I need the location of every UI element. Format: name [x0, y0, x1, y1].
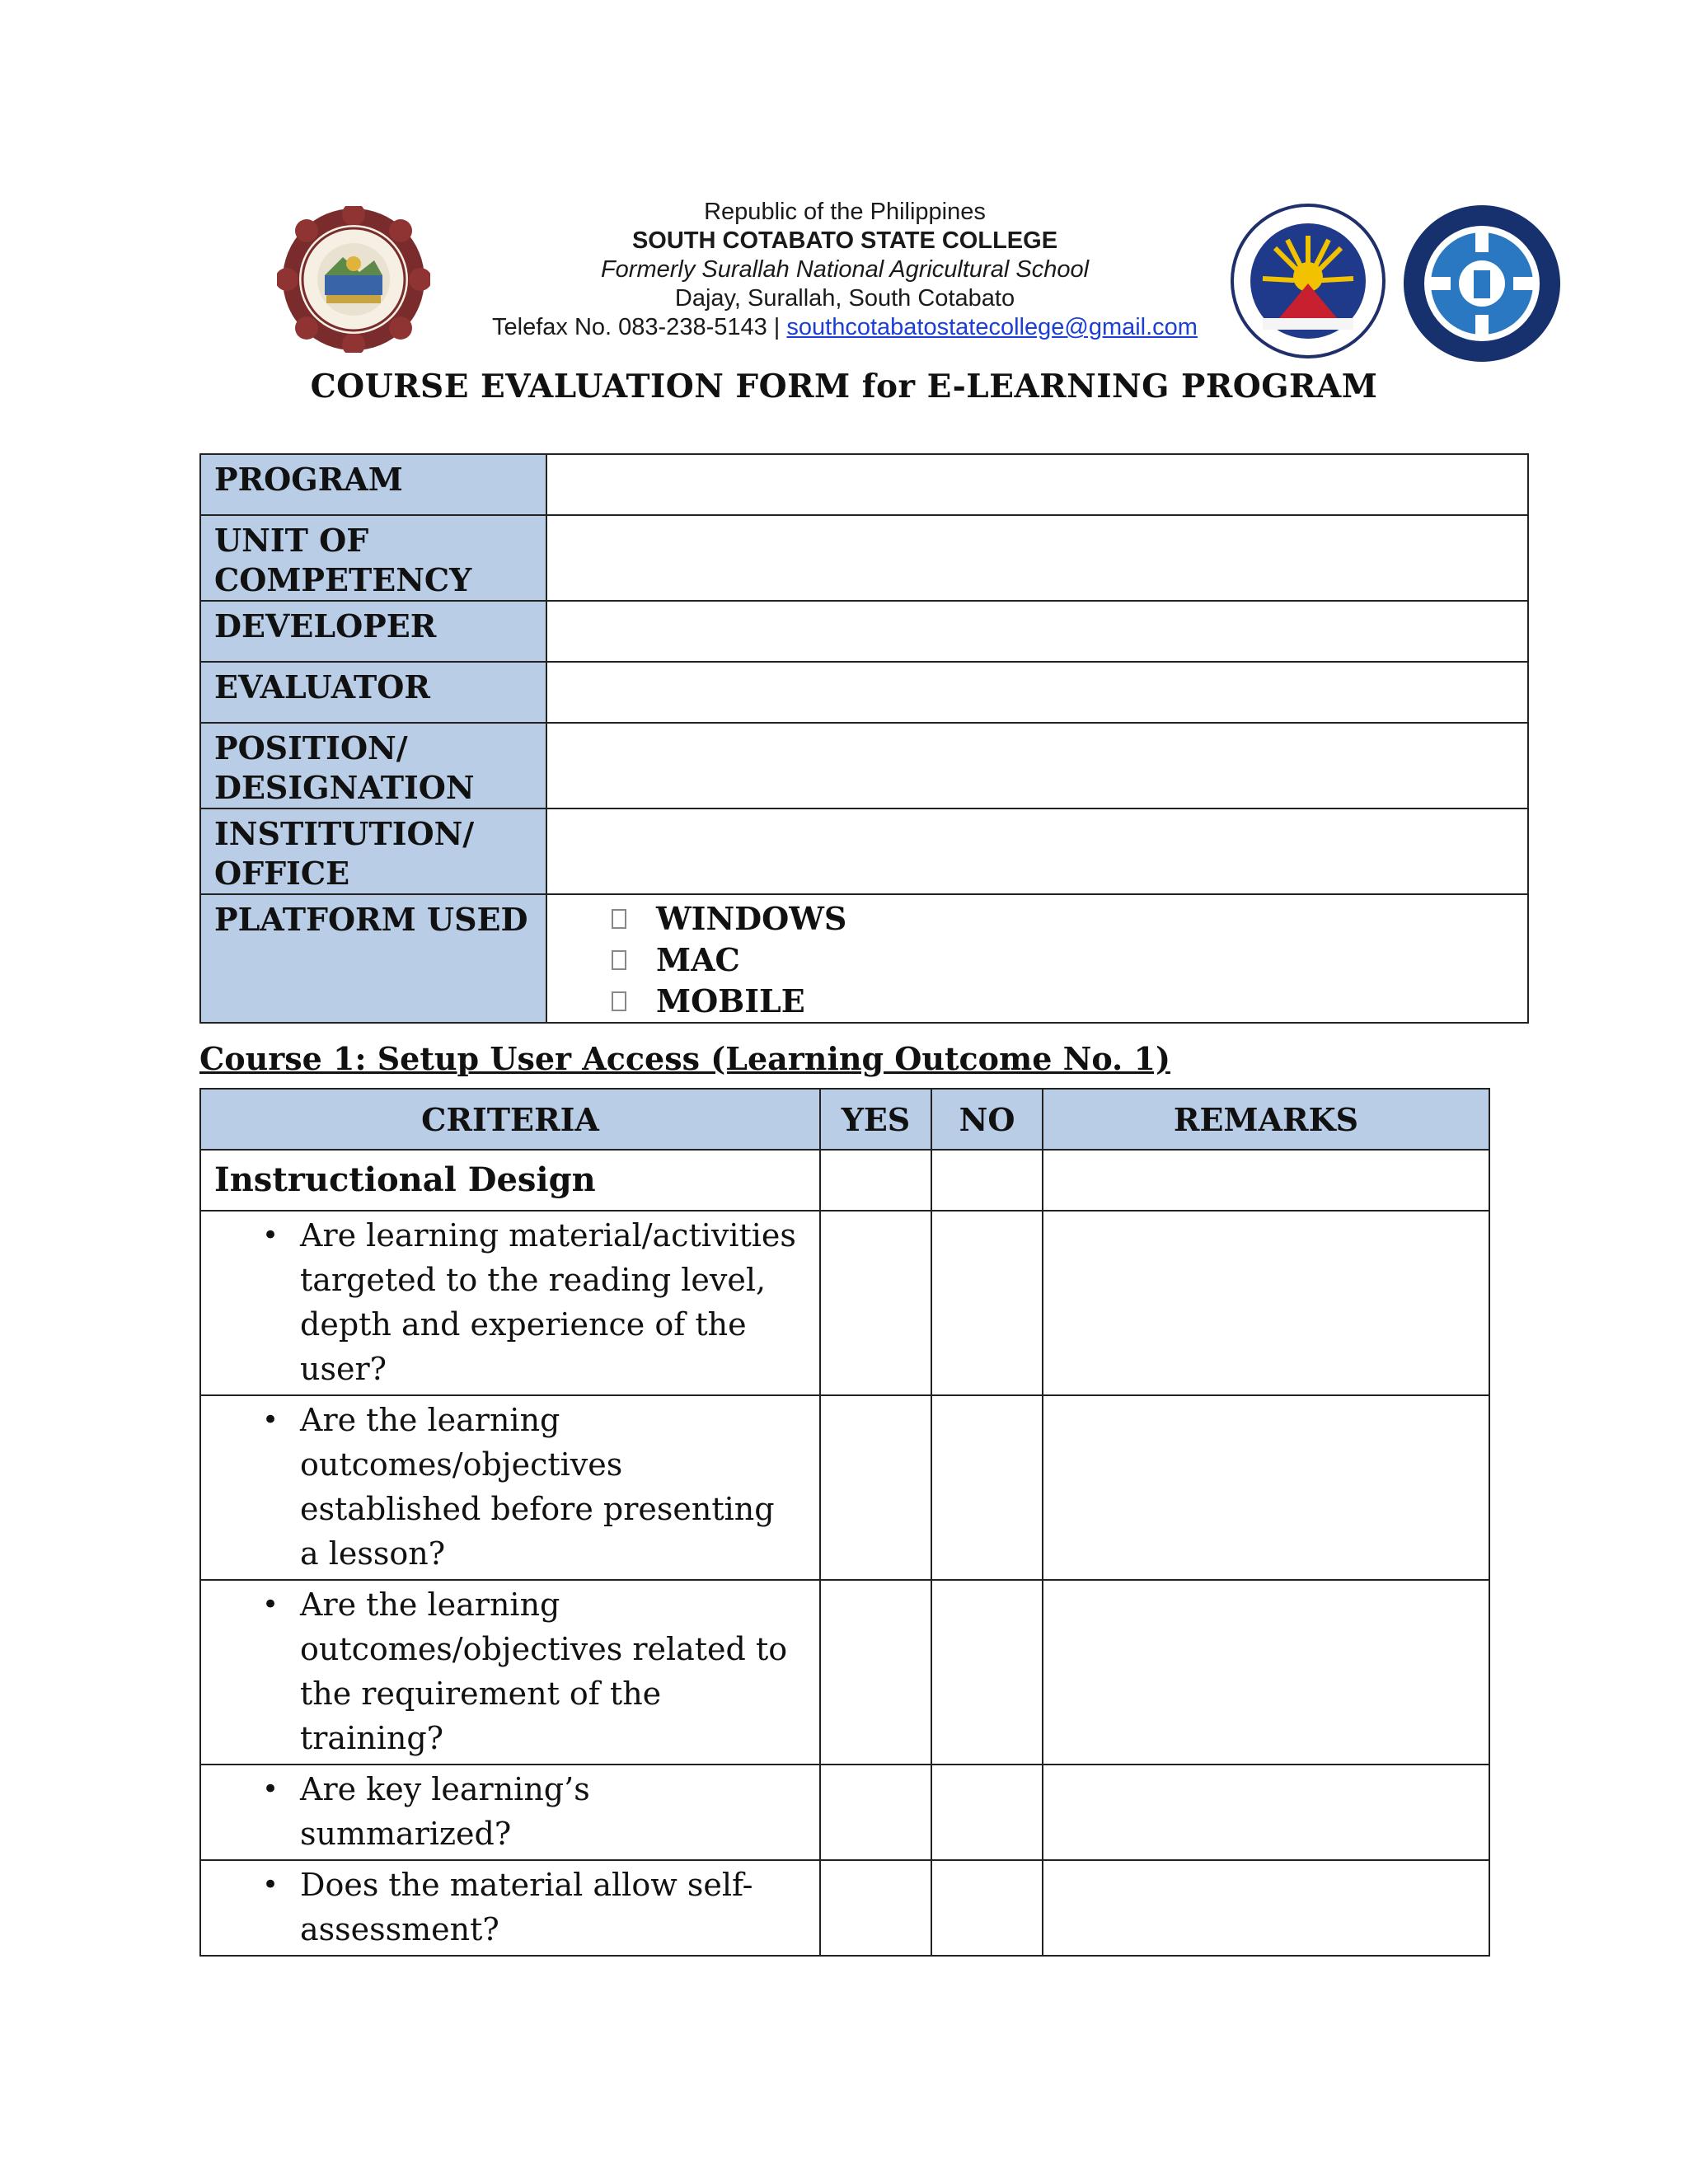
no-cell[interactable]	[931, 1211, 1043, 1395]
info-row-program	[200, 454, 1528, 515]
section-title: Instructional Design	[214, 1160, 596, 1199]
criteria-row	[200, 1580, 1489, 1765]
institution-field[interactable]	[546, 808, 1528, 894]
checkbox-icon[interactable]	[612, 950, 626, 970]
no-cell[interactable]	[931, 1580, 1043, 1765]
platform-option-windows[interactable]	[612, 898, 1527, 940]
letterhead-college-name: SOUTH COTABATO STATE COLLEGE	[631, 227, 1058, 254]
remarks-cell[interactable]	[1043, 1395, 1489, 1580]
criteria-header: CRITERIA	[200, 1089, 820, 1150]
yes-cell[interactable]	[820, 1580, 931, 1765]
criteria-row	[200, 1395, 1489, 1580]
ched-seal	[1230, 203, 1386, 359]
criterion-cell	[200, 1860, 820, 1956]
criterion-cell	[200, 1580, 820, 1765]
yes-cell[interactable]	[820, 1395, 931, 1580]
no-header: NO	[931, 1089, 1043, 1150]
remarks-cell[interactable]	[1043, 1860, 1489, 1956]
info-label: EVALUATOR	[200, 662, 546, 723]
platform-option-mobile[interactable]	[612, 981, 1527, 1022]
criteria-row	[200, 1765, 1489, 1860]
letterhead-address: Dajay, Surallah, South Cotabato	[674, 285, 1015, 312]
letterhead-telefax: Telefax No. 083-238-5143 |	[492, 314, 781, 340]
yes-cell[interactable]	[820, 1765, 931, 1860]
platform-option-label: WINDOWS	[656, 900, 847, 937]
course-title: Course 1: Setup User Access (Learning Outcome No. 1)	[199, 1040, 1170, 1077]
form-title: COURSE EVALUATION FORM for E-LEARNING PROGRAM	[310, 368, 1378, 405]
info-row-institution	[200, 808, 1528, 894]
checkbox-icon[interactable]	[612, 909, 626, 929]
remarks-cell[interactable]	[1043, 1580, 1489, 1765]
criterion-cell	[200, 1765, 820, 1860]
info-label: UNIT OF COMPETENCY	[200, 515, 546, 601]
letterhead-former-name: Formerly Surallah National Agricultural School	[600, 256, 1090, 283]
yes-cell[interactable]	[820, 1211, 931, 1395]
platform-options	[546, 894, 1528, 1023]
evaluator-field[interactable]	[546, 662, 1528, 723]
info-row-unit-of-competency	[200, 515, 1528, 601]
letterhead	[462, 198, 1228, 342]
info-label: INSTITUTION/ OFFICE	[200, 808, 546, 894]
yes-header: YES	[820, 1089, 931, 1150]
platform-option-label: MAC	[656, 941, 740, 978]
info-label: PLATFORM USED	[200, 894, 546, 1023]
criterion-text: Are the learning outcomes/objectives related to the requirement of the training?	[300, 1586, 788, 1756]
remarks-cell[interactable]	[1043, 1211, 1489, 1395]
info-row-position	[200, 723, 1528, 808]
no-cell[interactable]	[931, 1395, 1043, 1580]
unit-of-competency-field[interactable]	[546, 515, 1528, 601]
bullet-icon: •	[262, 1588, 279, 1621]
criterion-cell	[200, 1211, 820, 1395]
bullet-icon: •	[262, 1404, 279, 1436]
criterion-cell	[200, 1395, 820, 1580]
info-label: POSITION/ DESIGNATION	[200, 723, 546, 808]
yes-cell[interactable]	[820, 1860, 931, 1956]
remarks-header: REMARKS	[1043, 1089, 1489, 1150]
letterhead-contact	[462, 313, 1228, 342]
email-link[interactable]: southcotabatostatecollege@gmail.com	[786, 314, 1198, 340]
section-title-cell	[200, 1150, 820, 1211]
remarks-cell[interactable]	[1043, 1765, 1489, 1860]
criterion-text: Are learning material/activities targeted to the reading level, depth and experience of the user?	[300, 1217, 796, 1387]
criteria-header-row	[200, 1089, 1489, 1150]
yes-cell[interactable]	[820, 1150, 931, 1211]
letterhead-country: Republic of the Philippines	[704, 199, 986, 225]
criteria-row	[200, 1860, 1489, 1956]
criteria-table	[199, 1088, 1490, 1957]
program-field[interactable]	[546, 454, 1528, 515]
college-seal	[277, 206, 430, 353]
no-cell[interactable]	[931, 1765, 1043, 1860]
criteria-row	[200, 1211, 1489, 1395]
developer-field[interactable]	[546, 601, 1528, 662]
remarks-cell[interactable]	[1043, 1150, 1489, 1211]
bullet-icon: •	[262, 1868, 279, 1901]
section-row	[200, 1150, 1489, 1211]
bullet-icon: •	[262, 1219, 279, 1252]
criterion-text: Are key learning’s summarized?	[300, 1771, 590, 1852]
platform-option-mac[interactable]	[612, 940, 1527, 981]
info-row-platform	[200, 894, 1528, 1023]
criterion-text: Does the material allow self-assessment?	[300, 1867, 753, 1947]
platform-option-label: MOBILE	[656, 982, 805, 1019]
bullet-icon: •	[262, 1773, 279, 1806]
tesda-seal	[1401, 203, 1563, 364]
no-cell[interactable]	[931, 1150, 1043, 1211]
info-row-developer	[200, 601, 1528, 662]
info-label: PROGRAM	[200, 454, 546, 515]
program-info-table	[199, 453, 1529, 1024]
criterion-text: Are the learning outcomes/objectives established before presenting a lesson?	[300, 1402, 775, 1572]
info-label: DEVELOPER	[200, 601, 546, 662]
checkbox-icon[interactable]	[612, 991, 626, 1011]
info-row-evaluator	[200, 662, 1528, 723]
no-cell[interactable]	[931, 1860, 1043, 1956]
position-field[interactable]	[546, 723, 1528, 808]
